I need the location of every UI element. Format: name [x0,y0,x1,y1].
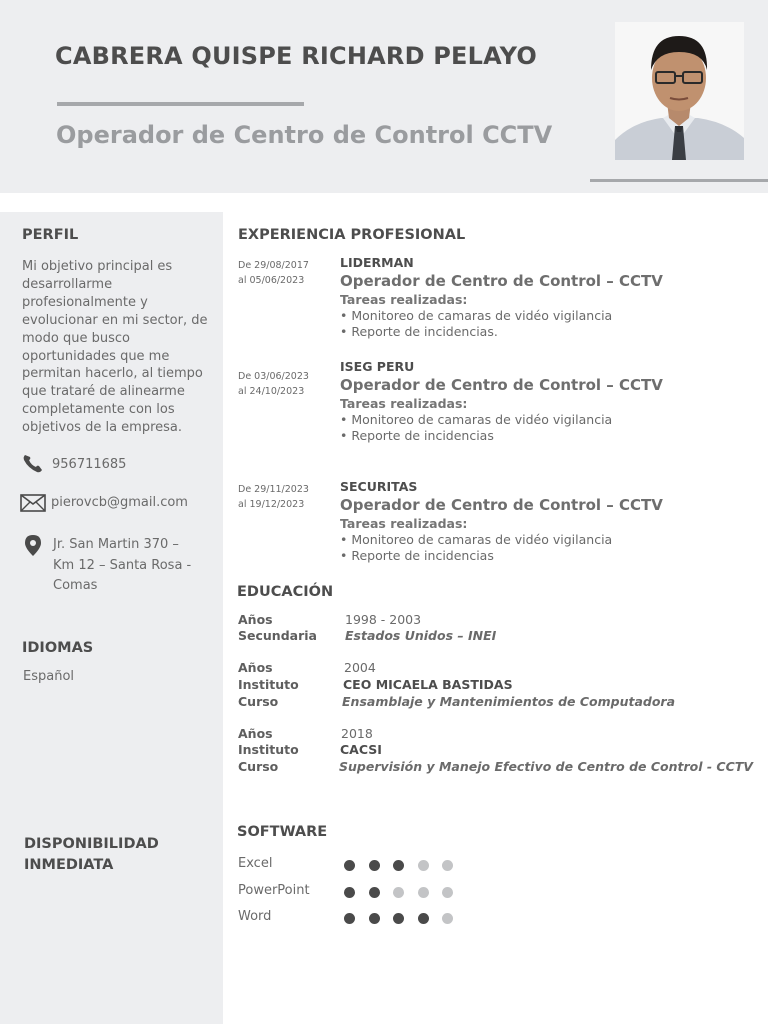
email-address[interactable]: pierovcb@gmail.com [51,495,188,510]
date-from: De 29/08/2017 [238,260,309,271]
photo-underline [590,179,768,182]
course-value: Ensamblaje y Mantenimientos de Computadora [342,694,676,709]
date-to: al 05/06/2023 [238,275,305,286]
job-dates [238,258,334,288]
skill-dot-filled [369,913,380,924]
profile-line: desarrollarme [22,276,113,292]
company-name: SECURITAS [340,479,418,494]
skill-dot-filled [418,913,429,924]
software-heading: SOFTWARE [237,824,328,840]
date-from: De 03/06/2023 [238,371,309,382]
job-details [340,255,760,341]
years-value: 1998 - 2003 [345,612,422,627]
task-item: • Reporte de incidencias [340,428,494,443]
course-label: Curso [238,759,279,774]
years-value: 2018 [341,726,373,741]
skill-dot-filled [344,860,355,871]
location-pin-icon [24,534,42,557]
level-label: Instituto [238,677,299,692]
profile-line: que trataré de alinearme [22,384,185,400]
skill-dot-filled [344,913,355,924]
profile-line: completamente con los [22,402,175,418]
software-name: PowerPoint [238,883,310,898]
skill-dot-empty [418,887,429,898]
address-line: Comas [53,578,98,593]
course-value: Supervisión y Manejo Efectivo de Centro de Control - CCTV [339,759,753,774]
job-details [340,479,760,565]
job-title: Operador de Centro de Control – CCTV [340,376,663,394]
skill-dot-filled [369,887,380,898]
profile-summary [22,258,212,437]
profile-line: Mi objetivo principal es [22,259,173,274]
job-dates [238,482,334,512]
job-title: Operador de Centro de Control – CCTV [340,272,663,290]
job-title: Operador de Centro de Control – CCTV [340,496,663,514]
level-value: Estados Unidos – INEI [345,628,497,643]
profile-line: modo que busco [22,330,130,346]
company-name: LIDERMAN [340,255,414,270]
profile-photo [615,22,744,160]
task-item: • Monitoreo de camaras de vidéo vigilancia [340,307,613,323]
skill-dot-empty [418,860,429,871]
skill-dot-empty [442,913,453,924]
availability-line: DISPONIBILIDAD [24,836,159,852]
task-item: • Reporte de incidencias [340,548,494,563]
years-value: 2004 [344,660,376,675]
skill-dot-filled [369,860,380,871]
years-label: Años [238,726,273,741]
profile-line: profesionalmente y [22,294,148,310]
profile-line: objetivos de la empresa. [22,420,183,436]
profile-line: permitan hacerlo, al tiempo [22,366,203,382]
job-dates [238,369,334,399]
job-details [340,359,760,445]
languages-heading: IDIOMAS [22,640,94,656]
level-label: Secundaria [238,628,317,643]
availability-note [24,834,159,876]
date-to: al 19/12/2023 [238,499,305,510]
tasks-label: Tareas realizadas: [340,396,468,411]
profile-line: oportunidades que me [22,348,170,364]
language-item: Español [23,669,75,684]
date-to: al 24/10/2023 [238,386,305,397]
tasks-label: Tareas realizadas: [340,516,468,531]
course-label: Curso [238,694,279,709]
postal-address [53,535,203,597]
experience-heading: EXPERIENCIA PROFESIONAL [238,227,466,243]
skill-dot-empty [442,860,453,871]
software-name: Word [238,909,272,924]
software-name: Excel [238,856,273,871]
task-item: • Monitoreo de camaras de vidéo vigilancia [340,411,613,427]
availability-line: INMEDIATA [24,857,114,873]
phone-number[interactable]: 956711685 [52,457,127,472]
tasks-label: Tareas realizadas: [340,292,468,307]
skill-dot-empty [393,887,404,898]
years-label: Años [238,660,273,675]
portrait-image [615,22,744,160]
address-line: Km 12 – Santa Rosa - [53,557,192,573]
education-heading: EDUCACIÓN [237,584,334,600]
address-line: Jr. San Martin 370 – [53,537,179,552]
date-from: De 29/11/2023 [238,484,309,495]
envelope-icon [20,494,46,512]
level-value: CACSI [340,742,382,757]
skill-dot-filled [393,860,404,871]
candidate-name: CABRERA QUISPE RICHARD PELAYO [55,42,537,70]
task-item: • Reporte de incidencias. [340,324,498,339]
company-name: ISEG PERU [340,359,415,374]
years-label: Años [238,612,273,627]
task-item: • Monitoreo de camaras de vidéo vigilancia [340,531,613,547]
level-value: CEO MICAELA BASTIDAS [343,677,513,692]
profile-line: evolucionar en mi sector, de [22,312,208,328]
candidate-role: Operador de Centro de Control CCTV [56,121,553,149]
skill-dot-filled [344,887,355,898]
profile-heading: PERFIL [22,227,79,243]
skill-dot-filled [393,913,404,924]
name-underline [57,102,304,106]
level-label: Instituto [238,742,299,757]
skill-dot-empty [442,887,453,898]
phone-icon [22,453,44,473]
